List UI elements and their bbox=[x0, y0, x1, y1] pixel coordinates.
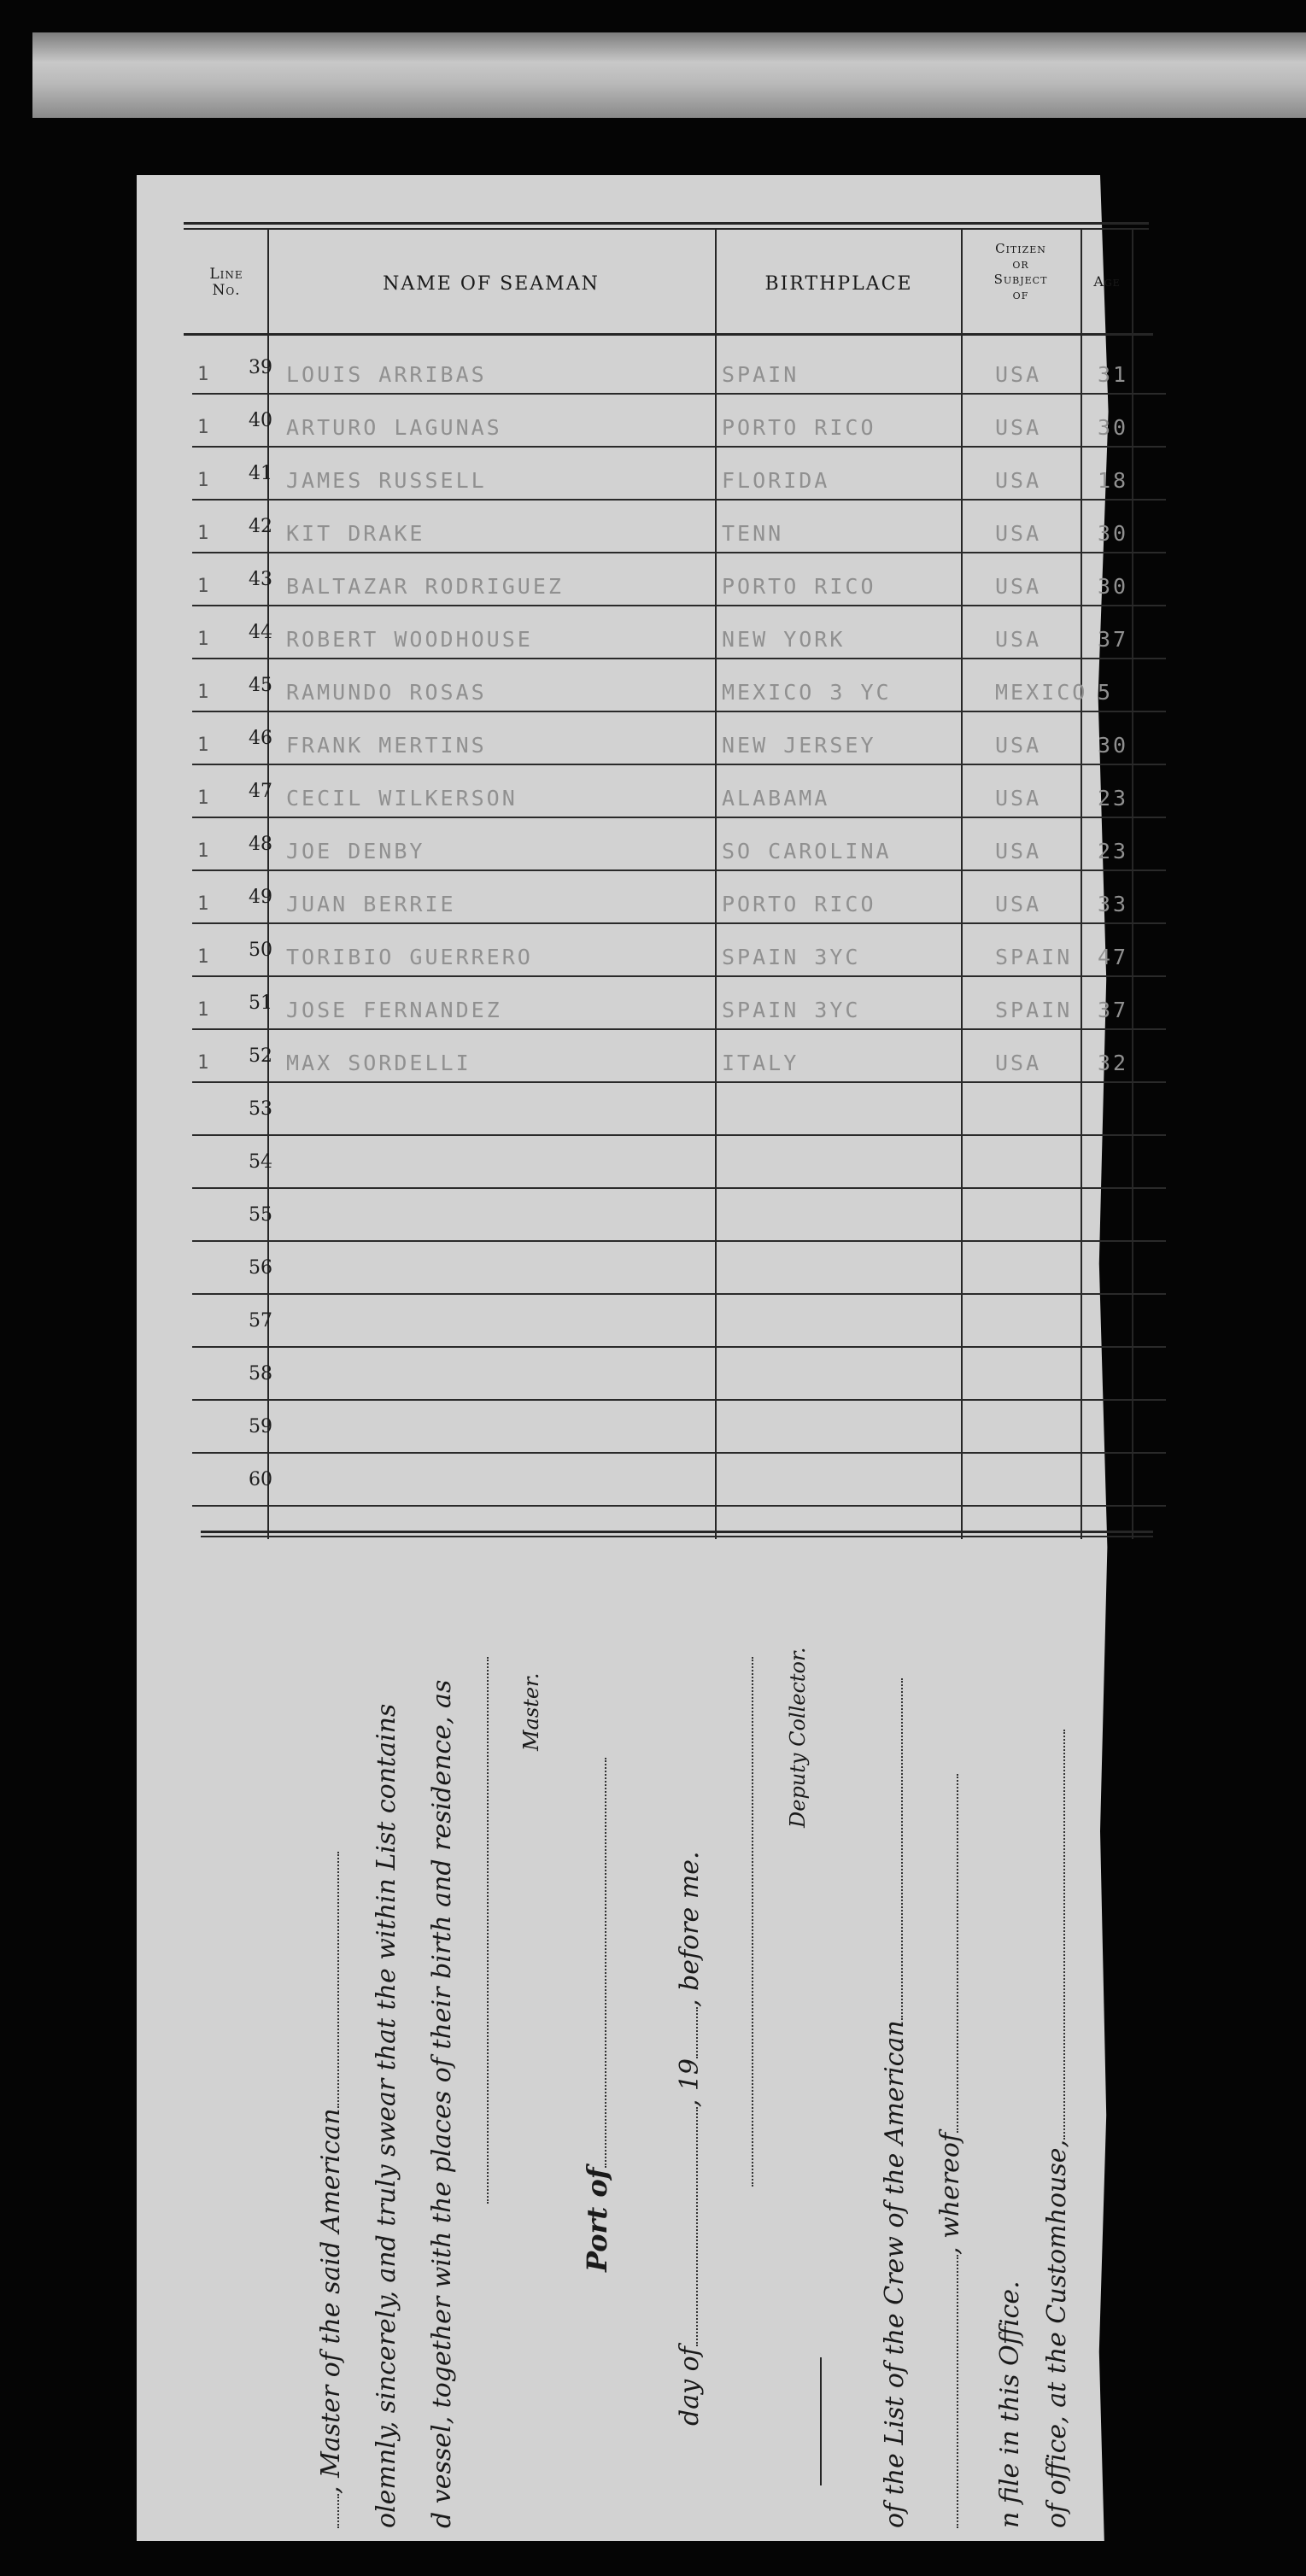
oath-line-2: olemnly, sincerely, and truly swear that the within List contains bbox=[372, 1703, 401, 2528]
top-rule-2 bbox=[184, 228, 1149, 230]
table-row bbox=[192, 1242, 1166, 1295]
line-number: 42 bbox=[249, 516, 272, 537]
master-label: Master. bbox=[519, 1672, 543, 1751]
age: 30 bbox=[1098, 521, 1129, 546]
day-line bbox=[675, 1851, 705, 2426]
list-of-text: of the List of the Crew of the American bbox=[880, 2020, 910, 2528]
table-row bbox=[192, 1083, 1166, 1136]
line-number: 52 bbox=[249, 1045, 272, 1067]
seaman-name: JOSE FERNANDEZ bbox=[286, 998, 502, 1022]
citizenship: USA bbox=[995, 415, 1042, 440]
birthplace: PORTO RICO bbox=[722, 574, 876, 599]
table-row bbox=[192, 395, 1166, 448]
seaman-name: FRANK MERTINS bbox=[286, 733, 487, 758]
port-of-label bbox=[581, 1758, 613, 2272]
table-row bbox=[192, 977, 1166, 1030]
line-number: 53 bbox=[249, 1098, 272, 1120]
blank-day bbox=[676, 2107, 698, 2346]
line-number: 48 bbox=[249, 834, 272, 855]
top-scan-strip bbox=[32, 32, 1306, 118]
citizenship: USA bbox=[995, 839, 1042, 864]
deputy-collector-label: Deputy Collector. bbox=[786, 1647, 810, 1828]
age: 47 bbox=[1098, 945, 1129, 969]
tally-mark: 1 bbox=[197, 417, 209, 438]
tally-mark: 1 bbox=[197, 576, 209, 597]
line-number: 57 bbox=[249, 1310, 272, 1332]
blank-vessel bbox=[317, 1852, 339, 2108]
birthplace: SPAIN 3YC bbox=[722, 998, 861, 1022]
table-row bbox=[192, 1295, 1166, 1348]
table-row bbox=[192, 1030, 1166, 1083]
table-row bbox=[192, 765, 1166, 818]
whereof-text: , whereof bbox=[935, 2132, 965, 2255]
line-number: 39 bbox=[249, 357, 272, 378]
line-number: 46 bbox=[249, 728, 272, 749]
citizenship: USA bbox=[995, 786, 1042, 811]
table-row bbox=[192, 818, 1166, 871]
seaman-name: KIT DRAKE bbox=[286, 521, 425, 546]
day-of-text: day of bbox=[675, 2346, 705, 2426]
seaman-name: JAMES RUSSELL bbox=[286, 468, 487, 493]
oath-text-1: , Master of the said American bbox=[316, 2108, 346, 2494]
age: 23 bbox=[1098, 839, 1129, 864]
seaman-name: JOE DENBY bbox=[286, 839, 425, 864]
table-row bbox=[192, 553, 1166, 606]
tally-mark: 1 bbox=[197, 629, 209, 650]
birthplace: TENN bbox=[722, 521, 784, 546]
table-row bbox=[192, 606, 1166, 659]
table-row bbox=[192, 448, 1166, 501]
seaman-name: CECIL WILKERSON bbox=[286, 786, 518, 811]
citizenship: USA bbox=[995, 521, 1042, 546]
tally-mark: 1 bbox=[197, 1052, 209, 1074]
tally-mark: 1 bbox=[197, 999, 209, 1021]
blank-office bbox=[1043, 1730, 1065, 2140]
age: 30 bbox=[1098, 415, 1129, 440]
line-number: 43 bbox=[249, 569, 272, 590]
seaman-name: TORIBIO GUERRERO bbox=[286, 945, 533, 969]
tally-mark: 1 bbox=[197, 364, 209, 385]
line-number: 55 bbox=[249, 1204, 272, 1226]
whereof-line bbox=[935, 1774, 965, 2528]
birthplace: MEXICO 3 YC bbox=[722, 680, 892, 705]
table-row bbox=[192, 1401, 1166, 1454]
age: 37 bbox=[1098, 627, 1129, 652]
row-rule bbox=[192, 1505, 1166, 1507]
blank-vessel-2 bbox=[881, 1678, 903, 2020]
line-number: 54 bbox=[249, 1151, 272, 1173]
table-row bbox=[192, 1189, 1166, 1242]
birthplace: ITALY bbox=[722, 1051, 799, 1075]
birthplace: PORTO RICO bbox=[722, 892, 876, 916]
master-signature-line bbox=[487, 1657, 489, 2204]
age: 33 bbox=[1098, 892, 1129, 916]
line-number: 45 bbox=[249, 675, 272, 696]
year-text: , 19 bbox=[675, 2058, 705, 2108]
header-bottom-rule bbox=[184, 333, 1153, 336]
line-number: 50 bbox=[249, 940, 272, 961]
header-birthplace: BIRTHPLACE bbox=[764, 273, 913, 295]
tally-mark: 1 bbox=[197, 523, 209, 544]
citizenship: SPAIN bbox=[995, 998, 1073, 1022]
seaman-name: LOUIS ARRIBAS bbox=[286, 362, 487, 387]
header-citizen: Citizen or Subject of bbox=[993, 241, 1048, 302]
office-text: of office, at the Customhouse, bbox=[1042, 2139, 1072, 2528]
age: 31 bbox=[1098, 362, 1129, 387]
age: 30 bbox=[1098, 574, 1129, 599]
citizenship: USA bbox=[995, 574, 1042, 599]
seaman-name: ARTURO LAGUNAS bbox=[286, 415, 502, 440]
birthplace: ALABAMA bbox=[722, 786, 830, 811]
tally-mark: 1 bbox=[197, 893, 209, 915]
seaman-name: MAX SORDELLI bbox=[286, 1051, 471, 1075]
line-number: 59 bbox=[249, 1416, 272, 1437]
blank-year bbox=[676, 2007, 698, 2058]
bottom-rule bbox=[201, 1531, 1153, 1533]
citizenship: SPAIN bbox=[995, 945, 1073, 969]
seaman-name: JUAN BERRIE bbox=[286, 892, 456, 916]
tally-mark: 1 bbox=[197, 470, 209, 491]
header-line-no: Line No. bbox=[209, 266, 243, 299]
tally-mark: 1 bbox=[197, 787, 209, 809]
list-of-line bbox=[880, 1678, 910, 2528]
citizenship: USA bbox=[995, 627, 1042, 652]
seaman-name: RAMUNDO ROSAS bbox=[286, 680, 487, 705]
line-number: 60 bbox=[249, 1469, 272, 1490]
table-row bbox=[192, 659, 1166, 712]
crew-table bbox=[184, 222, 1166, 1542]
line-number: 44 bbox=[249, 622, 272, 643]
birthplace: NEW JERSEY bbox=[722, 733, 876, 758]
line-number: 49 bbox=[249, 887, 272, 908]
line-number: 58 bbox=[249, 1363, 272, 1385]
tally-mark: 1 bbox=[197, 682, 209, 703]
oath-section bbox=[290, 1623, 1264, 2528]
age: 32 bbox=[1098, 1051, 1129, 1075]
age: 30 bbox=[1098, 733, 1129, 758]
bottom-rule-2 bbox=[201, 1536, 1153, 1537]
birthplace: PORTO RICO bbox=[722, 415, 876, 440]
age: 5 bbox=[1098, 680, 1114, 705]
table-row bbox=[192, 1454, 1166, 1507]
line-number: 41 bbox=[249, 463, 272, 484]
citizenship: USA bbox=[995, 733, 1042, 758]
table-row bbox=[192, 712, 1166, 765]
header-age: Age bbox=[1093, 273, 1121, 290]
deputy-signature-line bbox=[752, 1657, 753, 2187]
blank-port bbox=[584, 1758, 606, 2168]
before-me-text: , before me. bbox=[675, 1851, 705, 2007]
tally-mark: 1 bbox=[197, 735, 209, 756]
blank-master-name bbox=[317, 2494, 339, 2528]
citizenship: MEXICO bbox=[995, 680, 1088, 705]
header-name-of-seaman: NAME OF SEAMAN bbox=[383, 273, 600, 295]
table-row bbox=[192, 924, 1166, 977]
blank-whereof bbox=[936, 2255, 958, 2528]
port-of-text: Port of bbox=[581, 2167, 613, 2272]
table-row bbox=[192, 871, 1166, 924]
birthplace: NEW YORK bbox=[722, 627, 846, 652]
line-number: 56 bbox=[249, 1257, 272, 1279]
table-row bbox=[192, 501, 1166, 553]
tally-mark: 1 bbox=[197, 946, 209, 968]
oath-line-1 bbox=[316, 1852, 346, 2528]
birthplace: SPAIN bbox=[722, 362, 799, 387]
line-number: 51 bbox=[249, 992, 272, 1014]
seaman-name: ROBERT WOODHOUSE bbox=[286, 627, 533, 652]
age: 23 bbox=[1098, 786, 1129, 811]
age: 18 bbox=[1098, 468, 1129, 493]
citizenship: USA bbox=[995, 892, 1042, 916]
top-rule bbox=[184, 222, 1149, 225]
table-row bbox=[192, 342, 1166, 395]
tally-mark: 1 bbox=[197, 840, 209, 862]
citizenship: USA bbox=[995, 362, 1042, 387]
short-rule bbox=[820, 2357, 822, 2485]
line-number: 40 bbox=[249, 410, 272, 431]
citizenship: USA bbox=[995, 1051, 1042, 1075]
line-number: 47 bbox=[249, 781, 272, 802]
birthplace: SO CAROLINA bbox=[722, 839, 892, 864]
table-row bbox=[192, 1136, 1166, 1189]
birthplace: SPAIN 3YC bbox=[722, 945, 861, 969]
blank-whereof-2 bbox=[936, 1774, 958, 2133]
office-line bbox=[1042, 1730, 1072, 2528]
file-line: n file in this Office. bbox=[995, 2280, 1025, 2528]
seaman-name: BALTAZAR RODRIGUEZ bbox=[286, 574, 564, 599]
oath-line-3: d vessel, together with the places of their birth and residence, as bbox=[427, 1679, 457, 2528]
table-row bbox=[192, 1348, 1166, 1401]
age: 37 bbox=[1098, 998, 1129, 1022]
birthplace: FLORIDA bbox=[722, 468, 830, 493]
citizenship: USA bbox=[995, 468, 1042, 493]
